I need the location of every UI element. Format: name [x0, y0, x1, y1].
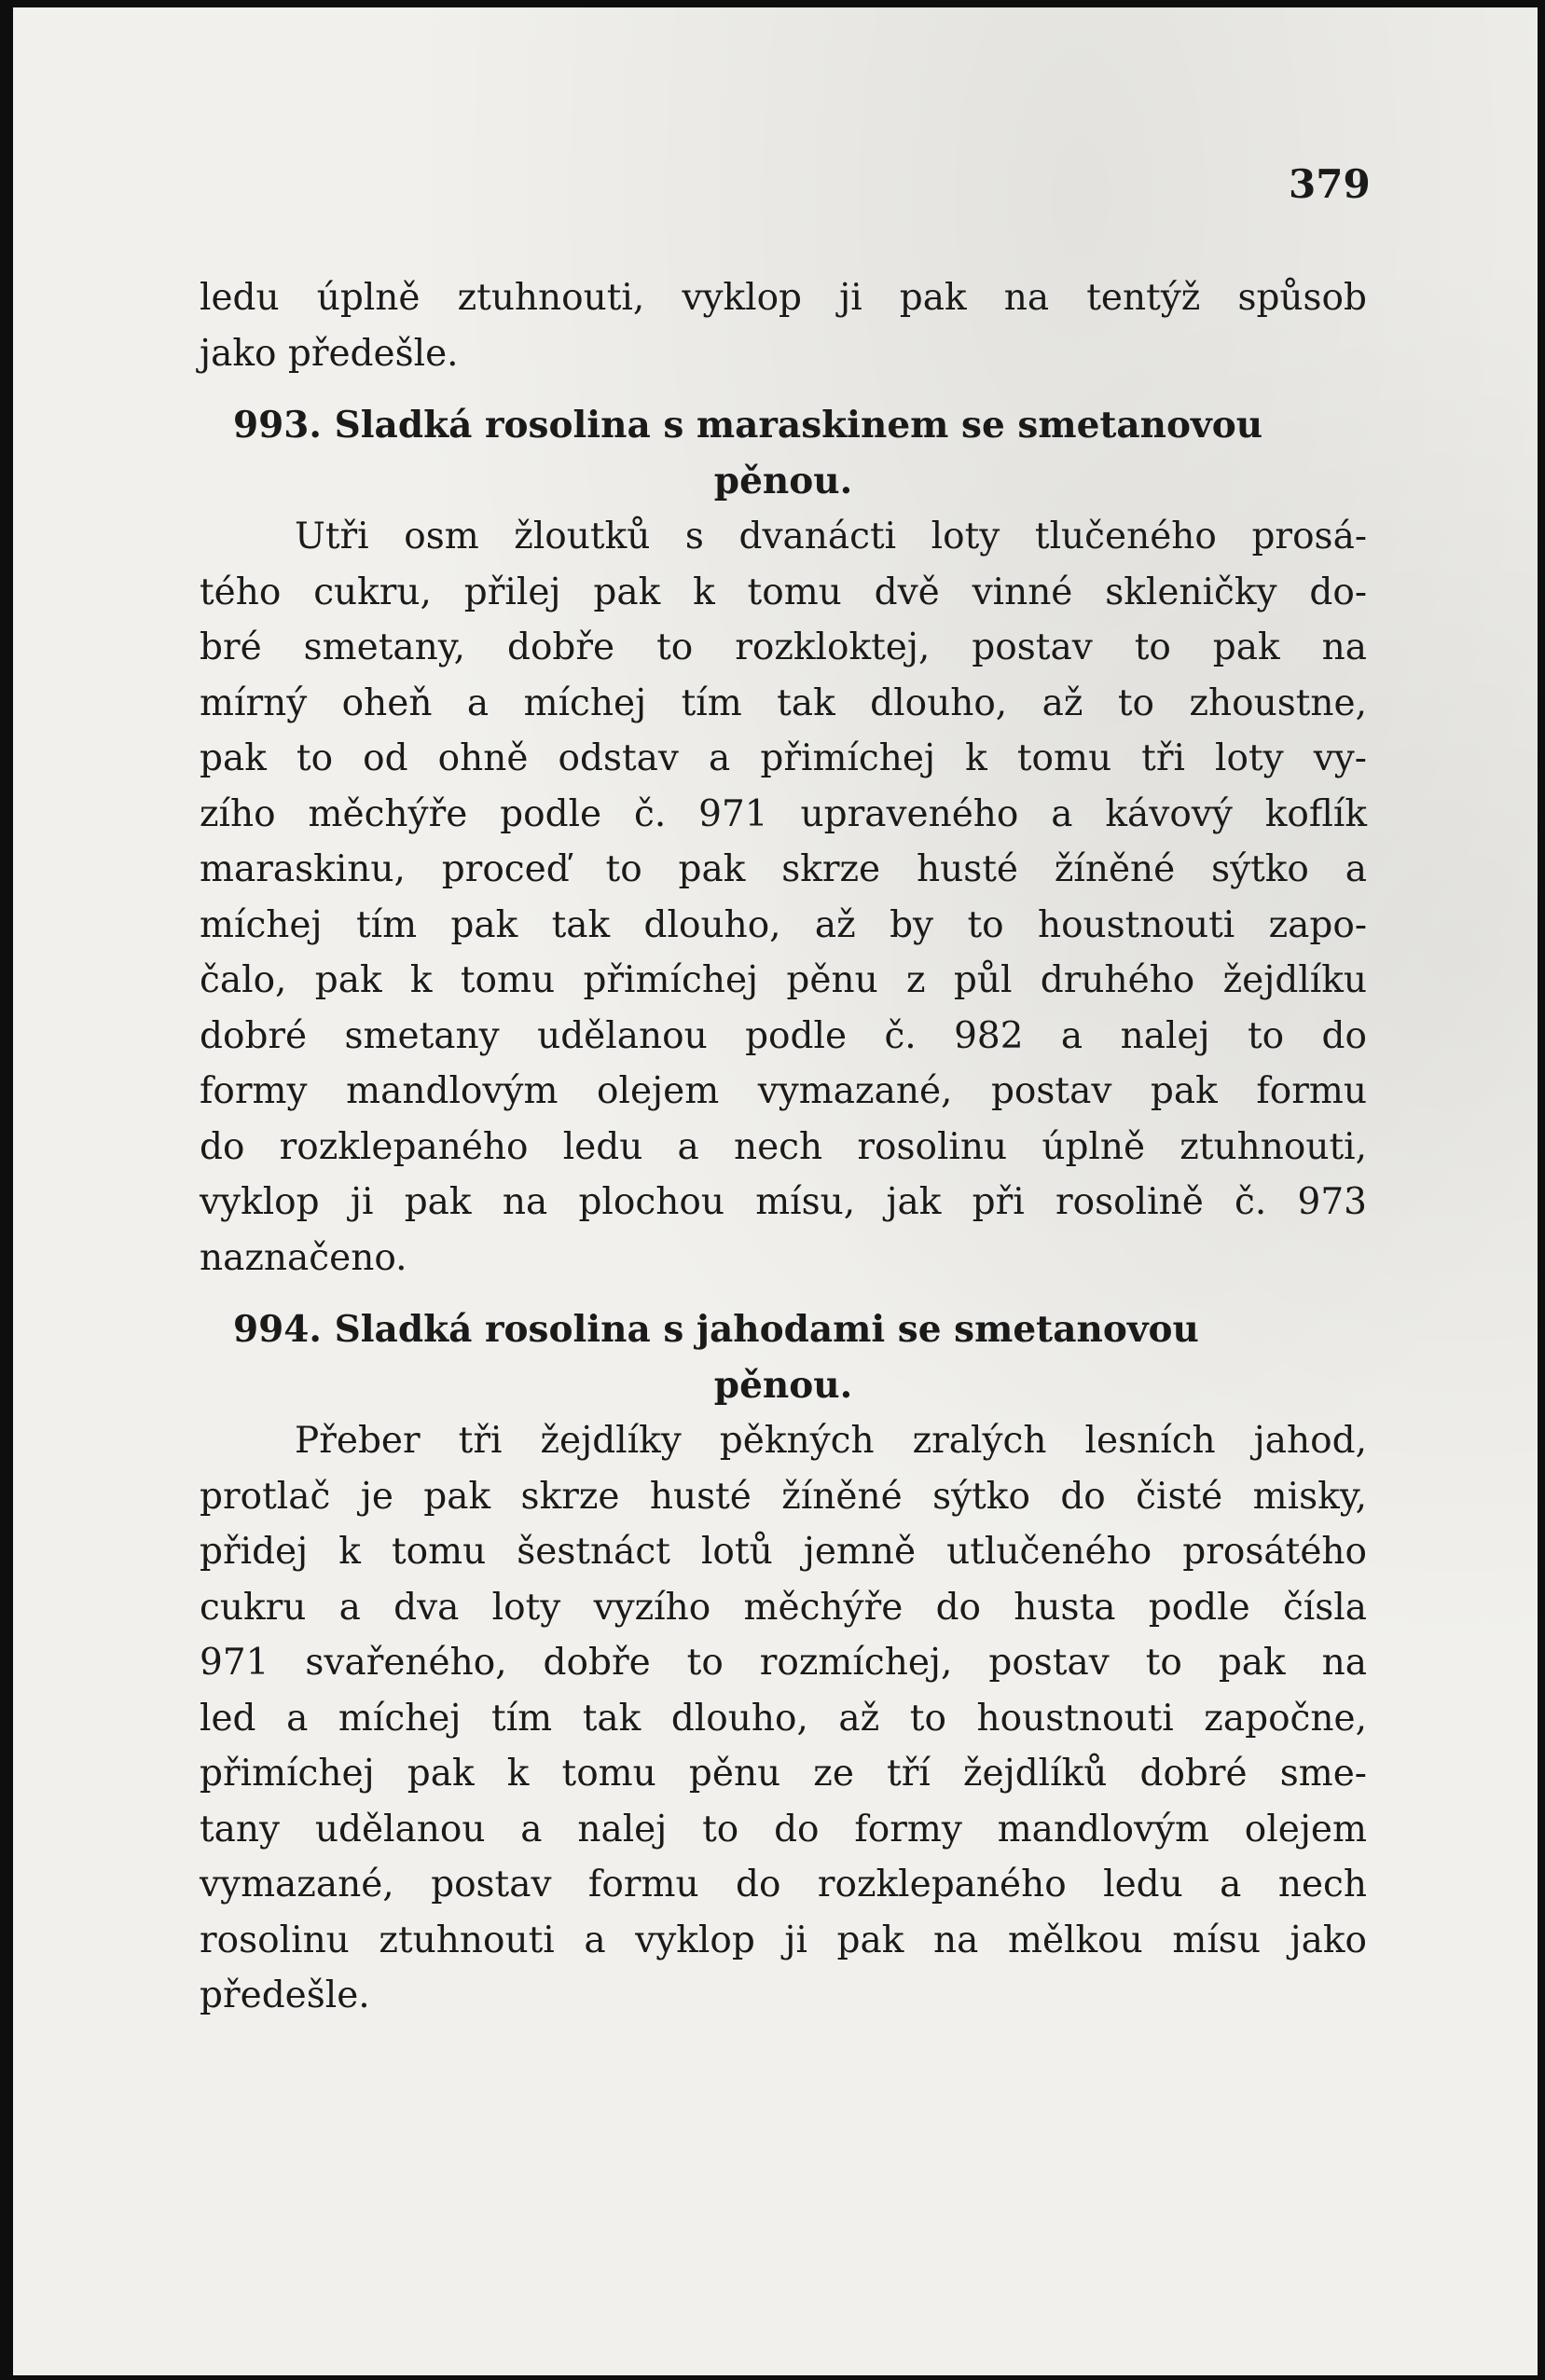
text-line: mírný oheň a míchej tím tak dlouho, až to zhoustne, [200, 681, 1367, 724]
text-line: vyklop ji pak na plochou mísu, jak při rosolině č. 973 [200, 1181, 1367, 1223]
text-line: 971 svařeného, dobře to rozmíchej, postav to pak na [200, 1642, 1367, 1684]
text-line: maraskinu, proceď to pak skrze husté žíněné sýtko a [200, 848, 1367, 890]
text-line: zího měchýře podle č. 971 upraveného a kávový koflík [200, 792, 1367, 835]
text-line: led a míchej tím tak dlouho, až to houstnouti započne, [200, 1697, 1367, 1740]
page-number: 379 [1289, 161, 1371, 207]
text-line: Přeber tři žejdlíky pěkných zralých lesních jahod, [295, 1420, 1367, 1462]
recipe-994-title-cont: pěnou. [713, 1363, 853, 1407]
text-line: ledu úplně ztuhnouti, vyklop ji pak na tentýž spůsob [200, 277, 1367, 319]
text-line: dobré smetany udělanou podle č. 982 a nalej to do [200, 1014, 1367, 1057]
text-line: míchej tím pak tak dlouho, až by to houstnouti zapo- [200, 903, 1367, 946]
text-line: předešle. [200, 1974, 370, 2016]
text-line: jako předešle. [200, 332, 459, 375]
text-line: přimíchej pak k tomu pěnu ze tří žejdlíků dobré sme- [200, 1753, 1367, 1795]
text-line: protlač je pak skrze husté žíněné sýtko do čisté misky, [200, 1475, 1367, 1518]
text-line: tany udělanou a nalej to do formy mandlovým olejem [200, 1808, 1367, 1850]
text-line: tého cukru, přilej pak k tomu dvě vinné skleničky do- [200, 571, 1367, 613]
text-line: pak to od ohně odstav a přimíchej k tomu tři loty vy- [200, 737, 1367, 779]
text-line: do rozklepaného ledu a nech rosolinu úplně ztuhnouti, [200, 1125, 1367, 1168]
text-line: formy mandlovým olejem vymazané, postav pak formu [200, 1070, 1367, 1112]
text-line: naznačeno. [200, 1236, 407, 1279]
text-line: rosolinu ztuhnouti a vyklop ji pak na mělkou mísu jako [200, 1919, 1367, 1961]
text-line: bré smetany, dobře to rozkloktej, postav to pak na [200, 626, 1367, 668]
text-line: čalo, pak k tomu přimíchej pěnu z půl druhého žejdlíku [200, 959, 1367, 1001]
recipe-993-title-cont: pěnou. [713, 459, 853, 502]
text-line: přidej k tomu šestnáct lotů jemně utlučeného prosátého [200, 1531, 1367, 1573]
book-page [13, 7, 1538, 2375]
text-line: cukru a dva loty vyzího měchýře do husta podle čísla [200, 1586, 1367, 1629]
text-line: vymazané, postav formu do rozklepaného ledu a nech [200, 1864, 1367, 1905]
text-line: Utři osm žloutků s dvanácti loty tlučeného prosá- [295, 516, 1367, 557]
recipe-993-title: 993. Sladká rosolina s maraskinem se smetanovou [233, 404, 1263, 447]
text-body [200, 270, 1367, 2024]
recipe-994-title: 994. Sladká rosolina s jahodami se smetanovou [233, 1308, 1199, 1351]
